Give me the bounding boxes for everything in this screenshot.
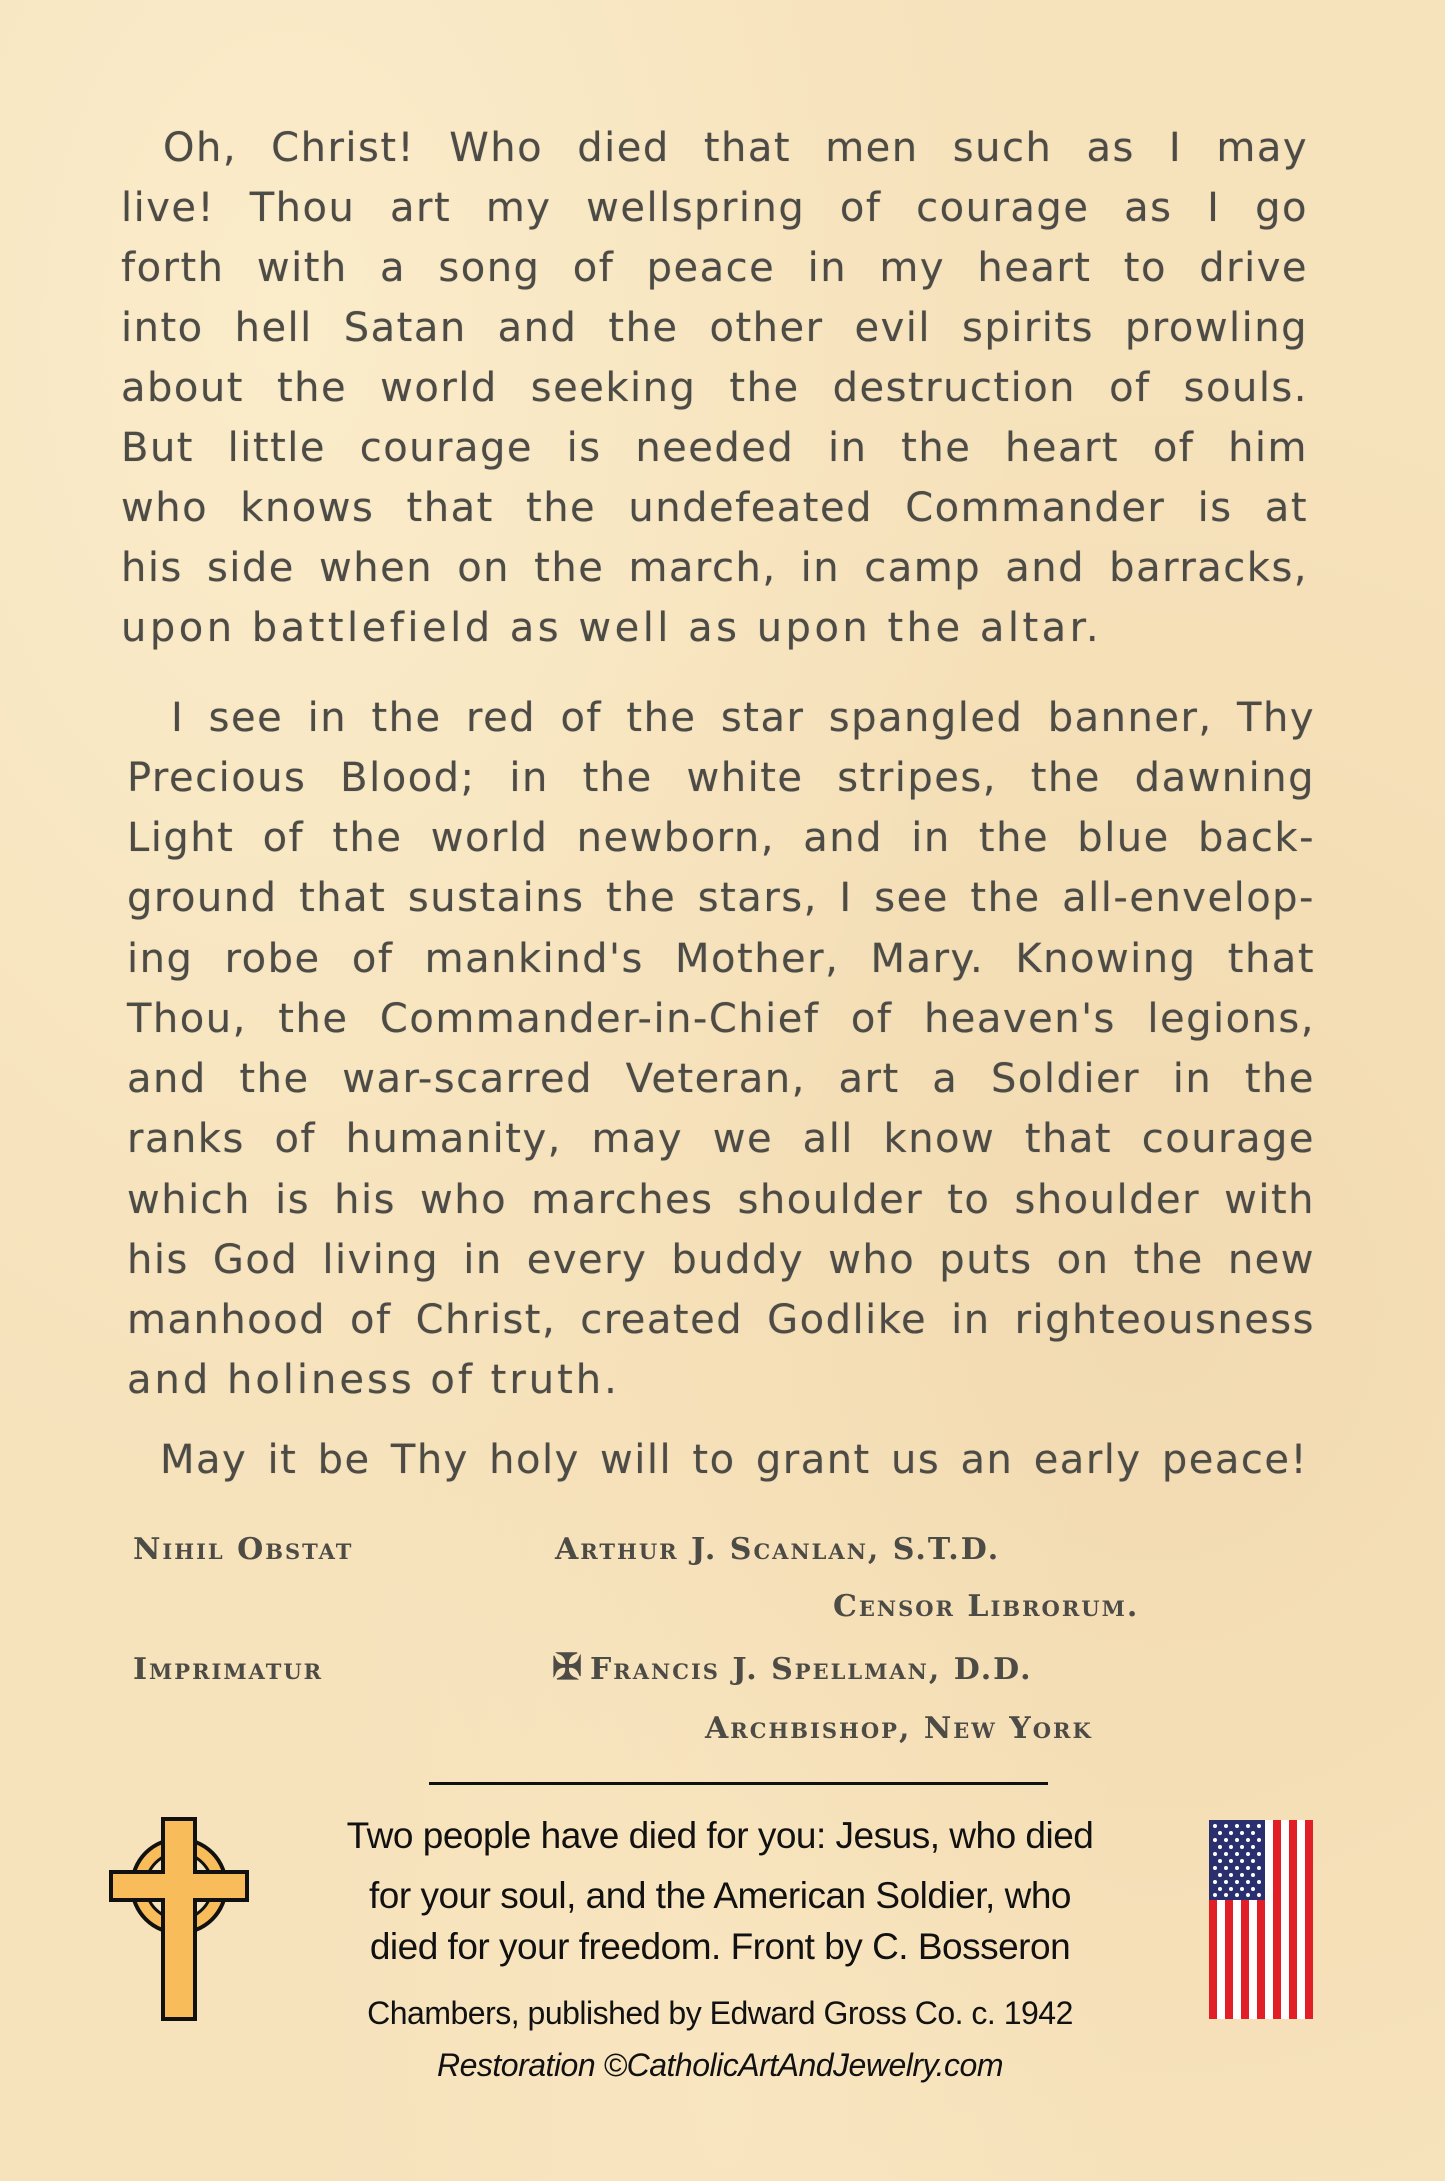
imprimatur-label: Imprimatur [133, 1652, 324, 1687]
nihil-obstat-label: Nihil Obstat [133, 1532, 354, 1567]
prayer-line: Precious Blood; in the white stripes, the dawning [127, 755, 1315, 801]
prayer-line: and holiness of truth. [127, 1357, 620, 1403]
prayer-closing: May it be Thy holy will to grant us an early peace! [160, 1437, 1308, 1483]
american-flag-icon [1209, 1820, 1313, 2019]
prayer-line: who knows that the undefeated Commander is at [121, 485, 1308, 531]
imprimatur-name: Francis J. Spellman, D.D. [590, 1652, 1033, 1687]
prayer-line: I see in the red of the star spangled banner, Thy [171, 695, 1315, 741]
prayer-line: into hell Satan and the other evil spirits prowling [121, 305, 1308, 351]
imprimatur-title: Archbishop, New York [705, 1711, 1093, 1746]
prayer-line: his God living in every buddy who puts on the new [127, 1237, 1315, 1283]
nihil-obstat-title: Censor Librorum. [833, 1589, 1140, 1624]
prayer-line: his side when on the march, in camp and barracks, [121, 545, 1308, 591]
maltese-cross-icon: ✠ [552, 1646, 585, 1688]
prayer-line: ranks of humanity, may we all know that courage [127, 1116, 1315, 1162]
prayer-line: Thou, the Commander-in-Chief of heaven's legions, [127, 996, 1315, 1042]
prayer-line: forth with a song of peace in my heart to drive [121, 245, 1308, 291]
divider-rule [429, 1782, 1048, 1785]
prayer-line: ing robe of mankind's Mother, Mary. Knowing that [127, 936, 1315, 982]
celtic-cross-icon [108, 1816, 250, 2022]
footer-line: for your soul, and the American Soldier, who [369, 1875, 1071, 1916]
footer-line: died for your freedom. Front by C. Bosseron [369, 1926, 1071, 1967]
prayer-line: But little courage is needed in the heart of him [121, 425, 1308, 471]
footer-line: Chambers, published by Edward Gross Co. c. 1942 [367, 1995, 1073, 2031]
footer-line: Two people have died for you: Jesus, who died [346, 1815, 1094, 1856]
prayer-line: Light of the world newborn, and in the blue back- [127, 815, 1315, 861]
nihil-obstat-name: Arthur J. Scanlan, S.T.D. [555, 1532, 1001, 1567]
prayer-line: manhood of Christ, created Godlike in righteousness [127, 1297, 1315, 1343]
prayer-line: Oh, Christ! Who died that men such as I may [163, 125, 1308, 171]
prayer-line: ground that sustains the stars, I see the all-envelop- [127, 875, 1315, 921]
prayer-line: and the war-scarred Veteran, art a Soldier in the [127, 1056, 1315, 1102]
prayer-line: about the world seeking the destruction of souls. [121, 365, 1308, 411]
prayer-line: live! Thou art my wellspring of courage as I go [121, 185, 1308, 231]
footer-credit: Restoration ©CatholicArtAndJewelry.com [437, 2047, 1003, 2083]
prayer-line: upon battlefield as well as upon the altar. [121, 605, 1103, 651]
prayer-line: which is his who marches shoulder to shoulder with [127, 1177, 1315, 1223]
